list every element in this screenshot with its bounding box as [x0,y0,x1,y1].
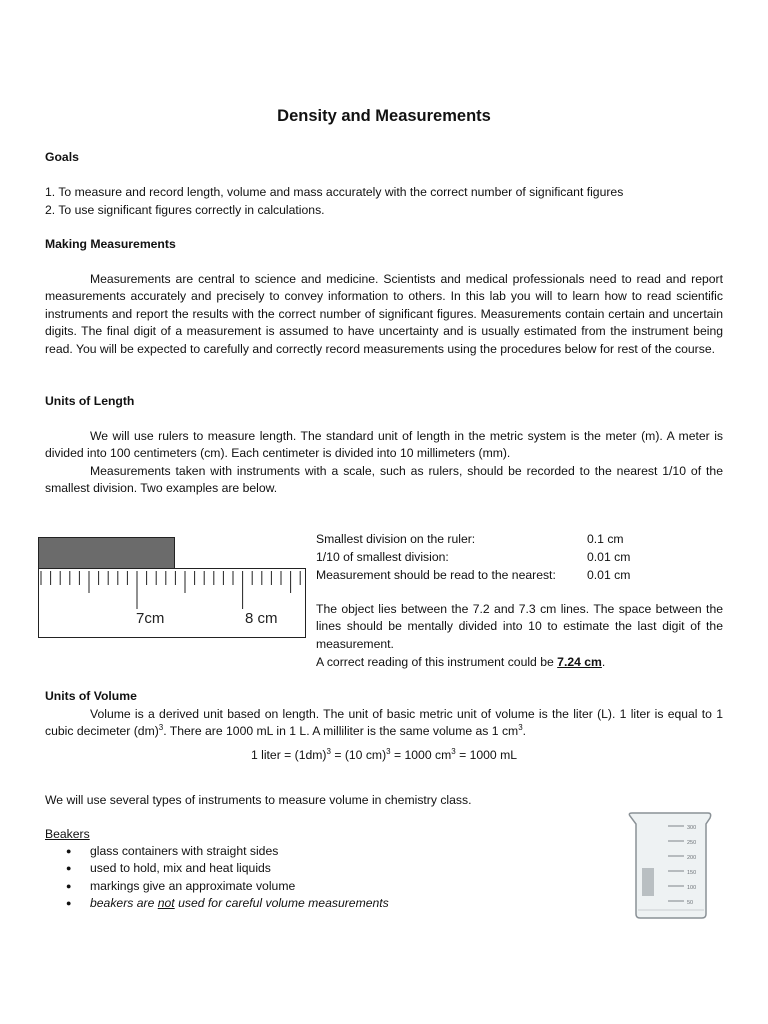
goals-heading: Goals [45,150,79,164]
reading-suffix: . [601,655,606,669]
superscript: 3 [326,746,331,756]
beaker-glass [629,813,710,918]
units-of-length-heading: Units of Length [45,394,135,408]
measured-object [39,538,175,569]
volume-text-1: Volume is a derived unit based on length. The unit of basic metric unit of volume is the liter (L). 1 liter is equal to 1 cubic decimeter (dm) [45,707,723,739]
beakers-heading: Beakers [45,827,90,841]
ruler-figure [38,537,306,638]
ruler-reading [316,654,736,671]
instruments-intro: We will use several types of instruments to measure volume in chemistry class. [45,793,472,807]
volume-text-3: . [522,724,527,739]
formula-part: = 1000 cm [390,748,452,762]
superscript: 3 [386,746,391,756]
formula-part: = 1000 mL [455,748,518,762]
beaker-frosted-label [642,868,654,896]
ruler-label-7cm: 7cm [136,610,165,627]
list-item: ● glass containers with straight sides [66,843,389,860]
beaker-mark-label: 50 [687,900,694,906]
info-value: 0.01 cm [587,568,631,582]
info-row-smallest-division [316,531,736,548]
formula-part: 1 liter = (1dm) [250,748,327,762]
bullet-text: used for careful volume measurements [174,896,389,911]
length-paragraph-2: Measurements taken with instruments with a scale, such as rulers, should be recorded to the nearest 1/10 of the smallest division. Two examples are below. [45,464,723,496]
formula-part: = (10 cm) [330,748,387,762]
goal-item-2: 2. To use significant figures correctly in calculations. [45,203,325,217]
length-paragraph-1: We will use rulers to measure length. The standard unit of length in the metric system is the meter (m). A meter is divided into 100 centimeters (cm). Each centimeter is divided into 10 millimeters (mm). [45,429,723,461]
info-label: Measurement should be read to the nearest: [316,568,556,582]
superscript: 3 [451,746,456,756]
list-item [66,895,389,912]
beaker-illustration [624,810,718,922]
ruler-body [39,569,306,638]
beaker-image [624,810,718,922]
units-of-volume-heading: Units of Volume [45,689,137,703]
superscript: 3 [158,723,164,733]
volume-text-2: . There are 1000 mL in 1 L. A milliliter is the same volume as 1 cm [163,724,519,739]
superscript: 3 [518,723,523,733]
ruler-label-8cm: 8 cm [245,610,278,627]
volume-formula [0,747,768,764]
info-value: 0.1 cm [587,532,624,546]
beakers-list [66,843,389,913]
info-row-tenth-division [316,549,736,566]
volume-paragraph [45,706,723,741]
ruler-explanation: The object lies between the 7.2 and 7.3 cm lines. The space between the lines should be mentally divided into 10 to estimate the last digit of the measurement. [316,602,723,651]
info-value: 0.01 cm [587,550,631,564]
beaker-mark-label: 200 [687,855,697,861]
info-row-read-nearest [316,567,736,584]
page-title: Density and Measurements [277,107,491,125]
making-measurements-paragraph: Measurements are central to science and medicine. Scientists and medical professionals need to read and report measurements accurately and precisely to convey information to others. In this lab you will to learn how to read scientific instruments and report the results with the correct number of significant figures. Measurements contain certain and uncertain digits. The final digit of a measurement is assumed to have uncertainty and is usually estimated from the instrument being read. You will be expected to carefully and correctly record measurements using the procedures below for rest of the course. [45,272,723,356]
making-measurements-heading: Making Measurements [45,237,176,251]
beaker-mark-label: 100 [687,885,697,891]
info-label: Smallest division on the ruler: [316,532,476,546]
reading-value: 7.24 cm [557,655,602,669]
reading-prefix: A correct reading of this instrument could be [316,655,558,669]
goal-item-1: 1. To measure and record length, volume and mass accurately with the correct number of significant figures [45,185,624,199]
beaker-mark-label: 150 [687,870,697,876]
info-label: 1/10 of smallest division: [316,550,449,564]
bullet-emphasis: not [157,896,175,911]
list-item: ● used to hold, mix and heat liquids [66,860,389,877]
beaker-mark-label: 300 [687,825,697,831]
bullet-text: beakers are [90,896,158,911]
beaker-mark-label: 250 [687,840,697,846]
ruler-illustration [38,537,306,638]
list-item: ● markings give an approximate volume [66,878,389,895]
